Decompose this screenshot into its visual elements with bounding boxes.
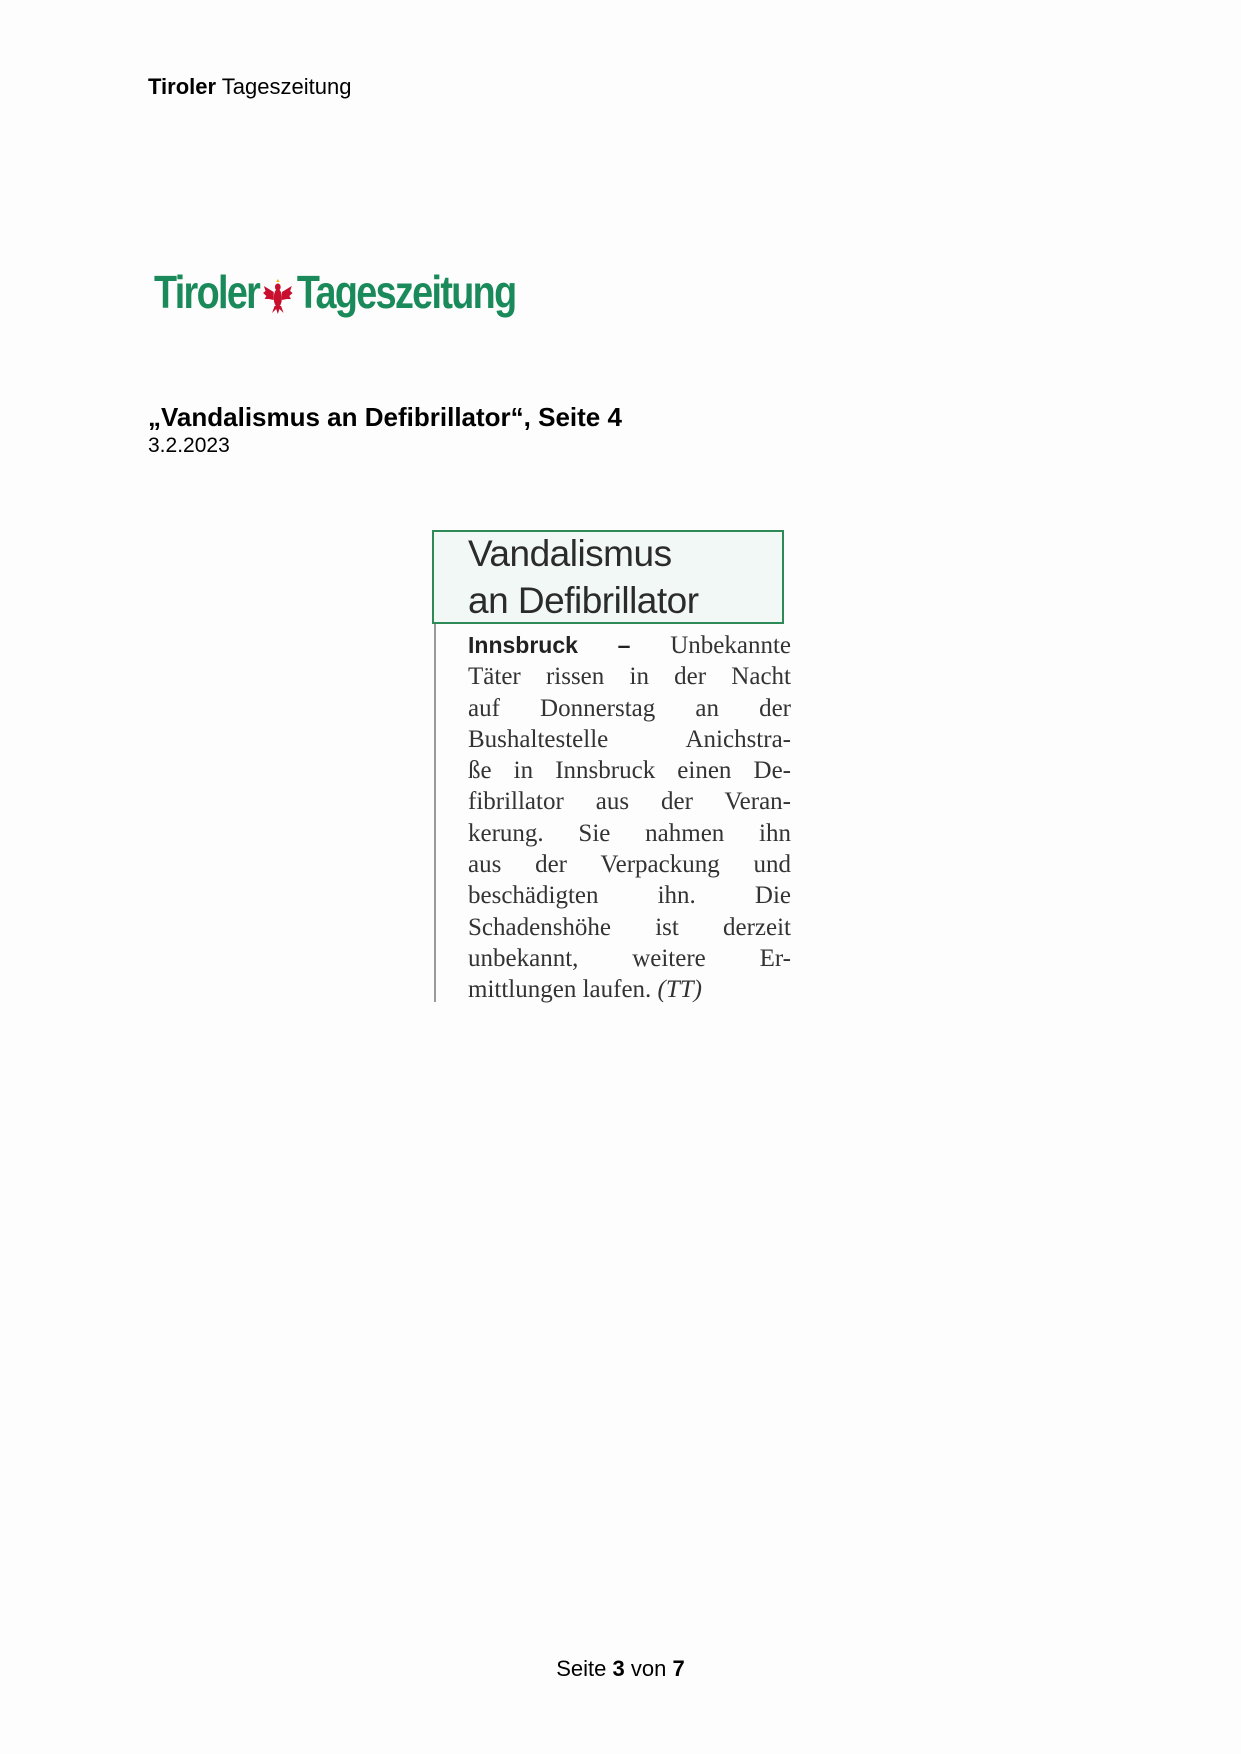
newspaper-logo <box>154 262 515 322</box>
footer-prefix: Seite <box>556 1656 607 1681</box>
headline-line-2: an Defibrillator <box>468 580 699 621</box>
body-line <box>468 974 791 1005</box>
body-line: Täter rissen in der Nacht <box>468 663 791 691</box>
header-brand-bold: Tiroler <box>148 74 217 99</box>
headline-line-1: Vandalismus <box>468 533 672 574</box>
footer-page-number: 3 <box>612 1656 625 1681</box>
body-line: kerung. Sie nahmen ihn <box>468 819 791 847</box>
document-header <box>148 74 351 100</box>
newspaper-clipping <box>432 530 792 1002</box>
body-line: ße in Innsbruck einen De- <box>468 757 791 785</box>
dateline-dash: – <box>617 632 631 658</box>
column-rule <box>434 624 436 1002</box>
body-line: Bushaltestelle Anichstra- <box>468 725 791 753</box>
footer-middle: von <box>630 1656 667 1681</box>
tyrolean-eagle-icon <box>262 273 293 311</box>
body-line <box>468 630 791 661</box>
body-line: beschädigten ihn. Die <box>468 882 791 910</box>
article-date: 3.2.2023 <box>148 434 230 457</box>
body-line: unbekannt, weitere Er- <box>468 944 791 972</box>
footer-page-total: 7 <box>672 1656 685 1681</box>
body-line-text: mittlungen laufen. <box>468 976 652 1004</box>
author-credit: (TT) <box>657 976 703 1004</box>
body-line-text: Unbekannte <box>670 632 792 659</box>
body-line: aus der Verpackung und <box>468 851 791 879</box>
body-line: fibrillator aus der Veran- <box>468 788 791 816</box>
clipping-body <box>468 630 791 1006</box>
logo-word-right: Tageszeitung <box>296 266 516 318</box>
page-footer <box>0 1656 1241 1682</box>
article-title: „Vandalismus an Defibrillator“, Seite 4 <box>148 402 622 432</box>
header-brand-regular: Tageszeitung <box>221 74 352 99</box>
logo-word-left: Tiroler <box>154 266 260 318</box>
body-line: Schadenshöhe ist derzeit <box>468 913 791 941</box>
body-line: auf Donnerstag an der <box>468 694 791 722</box>
clipping-headline <box>468 530 778 624</box>
dateline: Innsbruck <box>468 632 578 658</box>
